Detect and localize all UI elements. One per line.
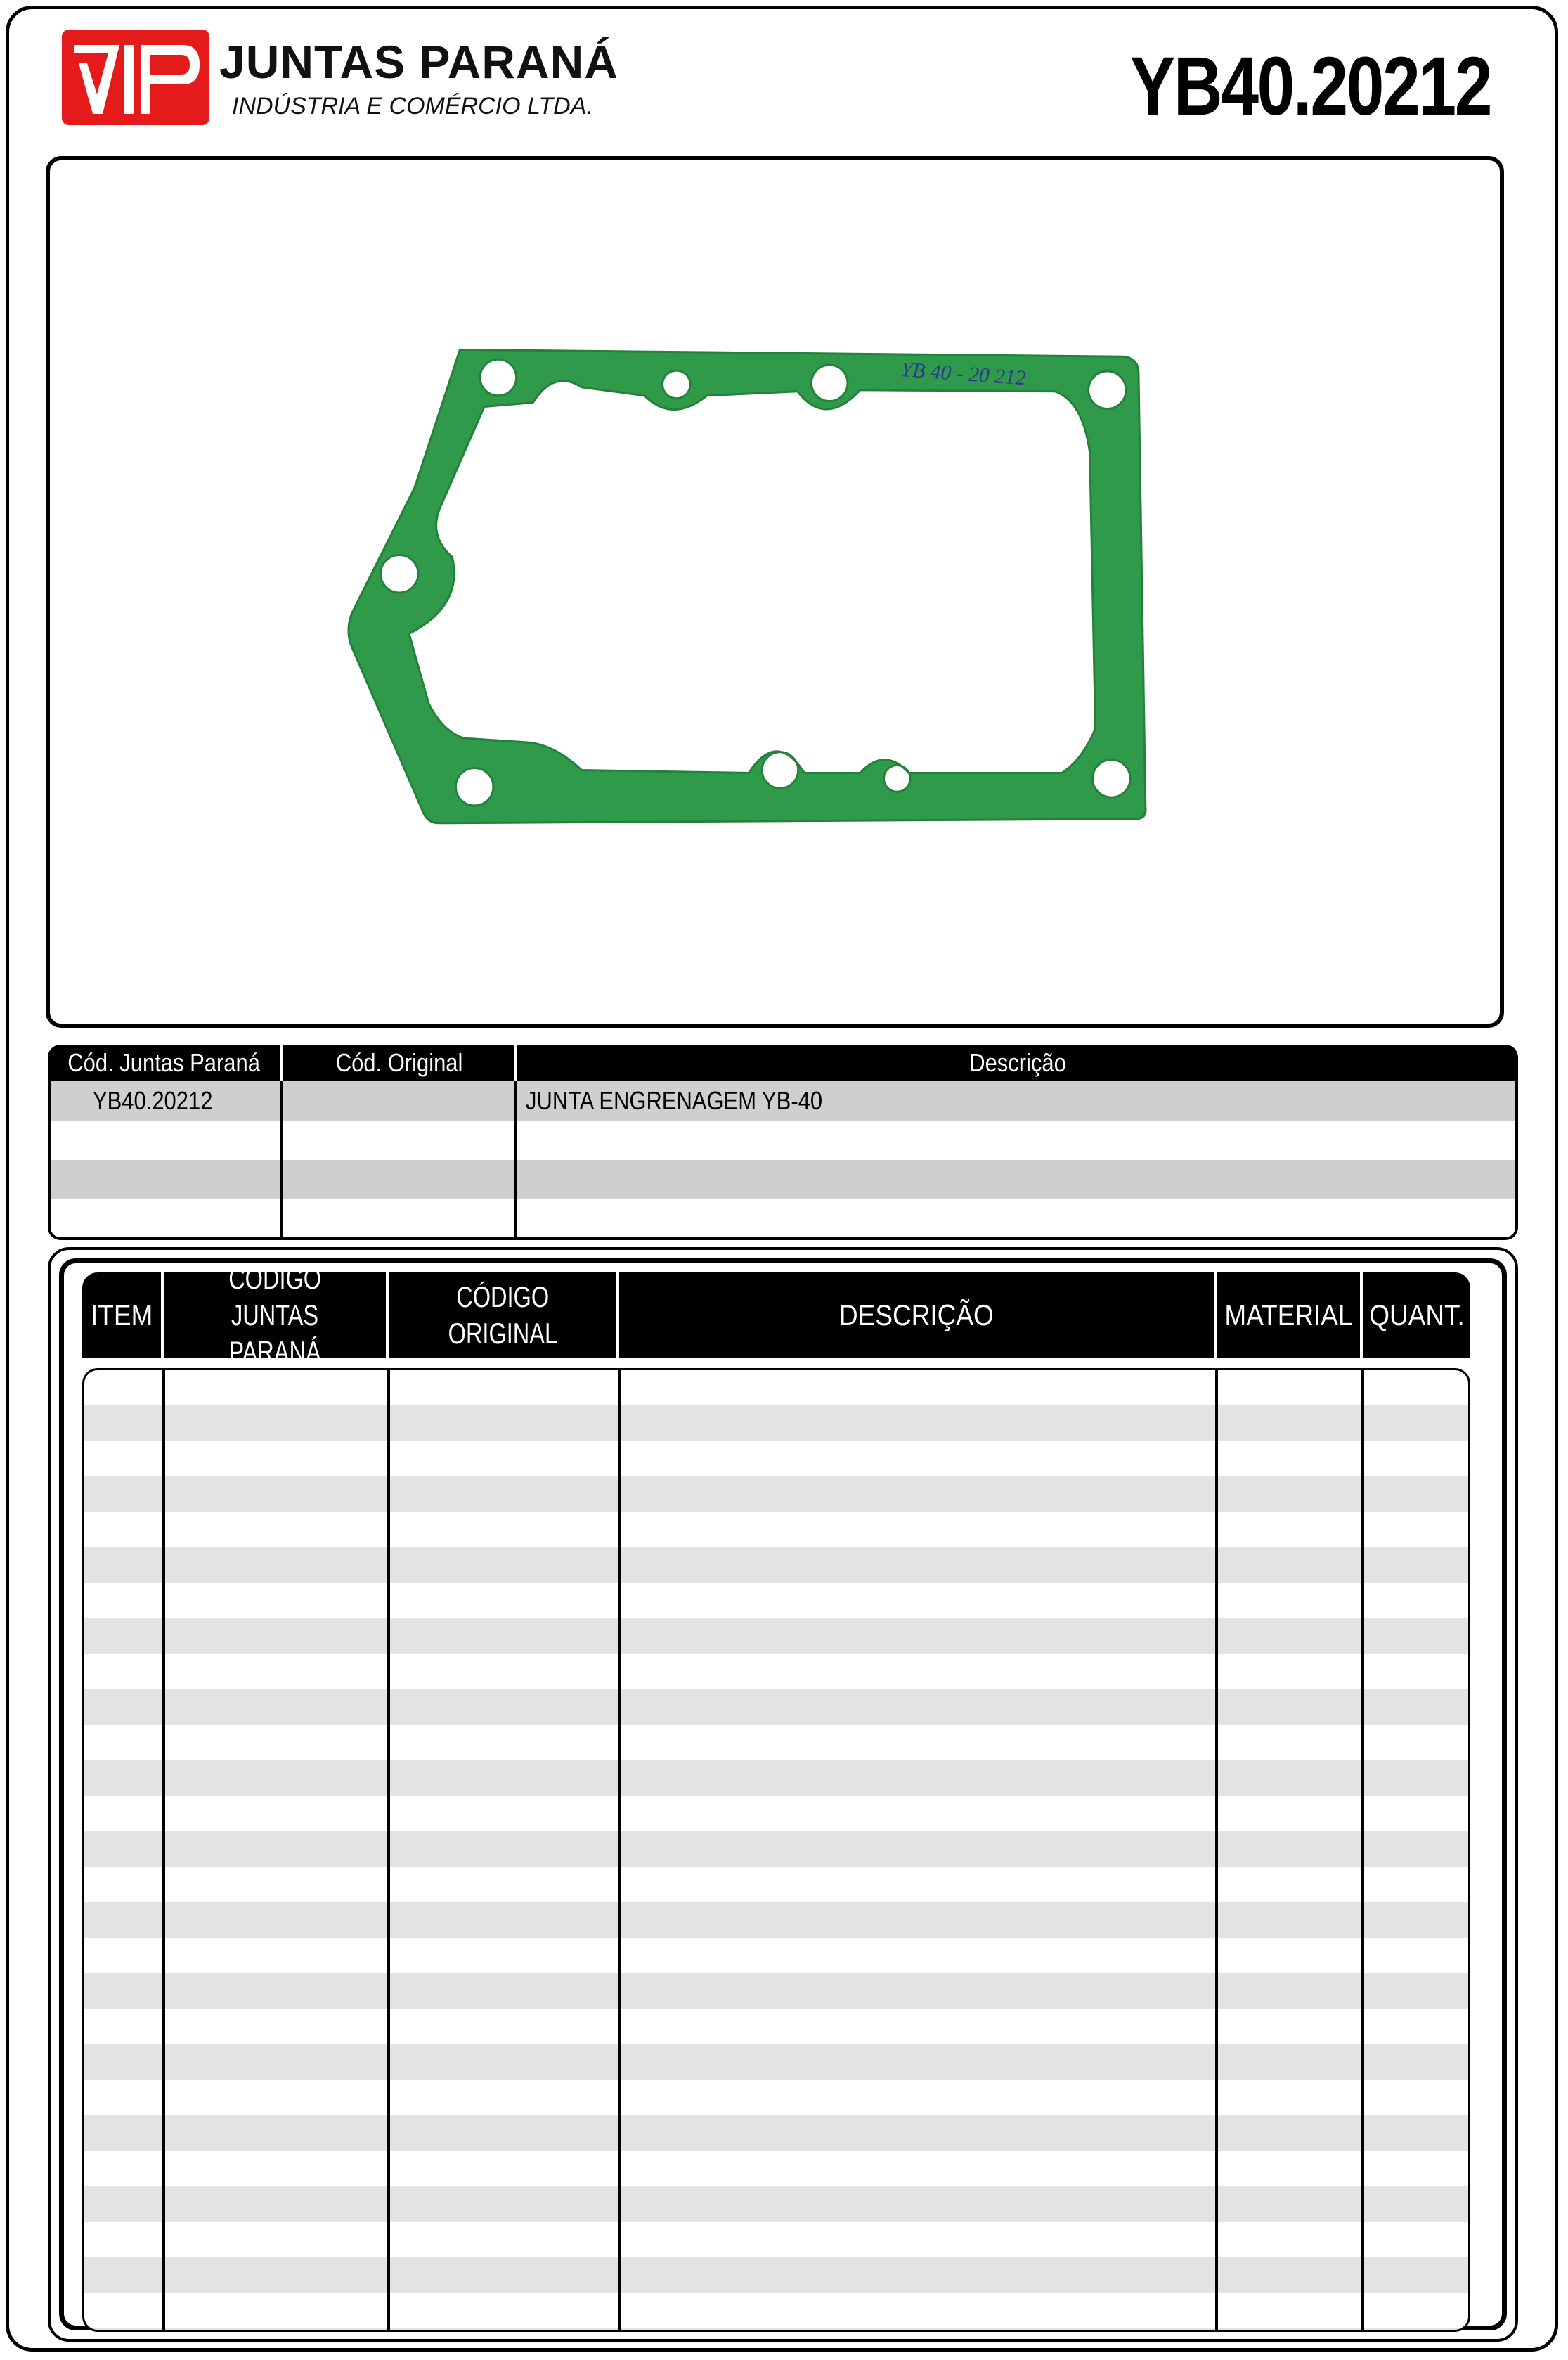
juntas-parana-logo (62, 30, 209, 125)
table-row (84, 1831, 1468, 1867)
table-row (51, 1081, 1515, 1121)
header-item: ITEM (90, 1298, 153, 1331)
header-quant: QUANT. (1368, 1298, 1465, 1331)
table-row (51, 1121, 1515, 1160)
parts-table-body (82, 1368, 1470, 2332)
table-row (84, 1760, 1468, 1796)
cell-descricao: JUNTA ENGRENAGEM YB-40 (526, 1086, 823, 1115)
table-row (84, 1547, 1468, 1583)
parts-table-header (82, 1262, 1470, 1368)
gasket-photo (50, 160, 1500, 1024)
summary-table-body (48, 1081, 1518, 1240)
header-descricao: Descrição (969, 1048, 1066, 1077)
header-codigo-original: CÓDIGO ORIGINAL (448, 1280, 557, 1350)
parts-list-frame (48, 1247, 1518, 2342)
company-subtitle: INDÚSTRIA E COMÉRCIO LTDA. (232, 93, 593, 120)
table-row (84, 2115, 1468, 2151)
handwritten-part-mark: YB 40 - 20 212 (900, 359, 1027, 390)
cell-cod-juntas: YB40.20212 (93, 1086, 213, 1115)
summary-table (48, 1045, 1518, 1240)
table-row (84, 1902, 1468, 1938)
table-row (84, 1618, 1468, 1654)
table-row (51, 1160, 1515, 1199)
table-row (84, 2044, 1468, 2080)
header-cod-original: Cód. Original (335, 1048, 463, 1077)
table-row (51, 1199, 1515, 1239)
table-row (84, 2328, 1468, 2332)
table-row (84, 1476, 1468, 1512)
summary-table-header (48, 1045, 1518, 1081)
company-name: JUNTAS PARANÁ (219, 36, 618, 88)
product-photo-frame (46, 156, 1504, 1028)
header-codigo-juntas: CÓDIGO JUNTAS PARANÁ (228, 1262, 321, 1368)
part-code-title: YB40.20212 (1129, 40, 1491, 133)
table-row (84, 2257, 1468, 2293)
table-row (84, 1405, 1468, 1441)
table-row (84, 2186, 1468, 2222)
header-descricao: DESCRIÇÃO (839, 1298, 994, 1331)
header-material: MATERIAL (1224, 1298, 1353, 1331)
header-cod-juntas: Cód. Juntas Paraná (67, 1048, 260, 1077)
table-row (84, 1689, 1468, 1725)
table-row (84, 1973, 1468, 2009)
